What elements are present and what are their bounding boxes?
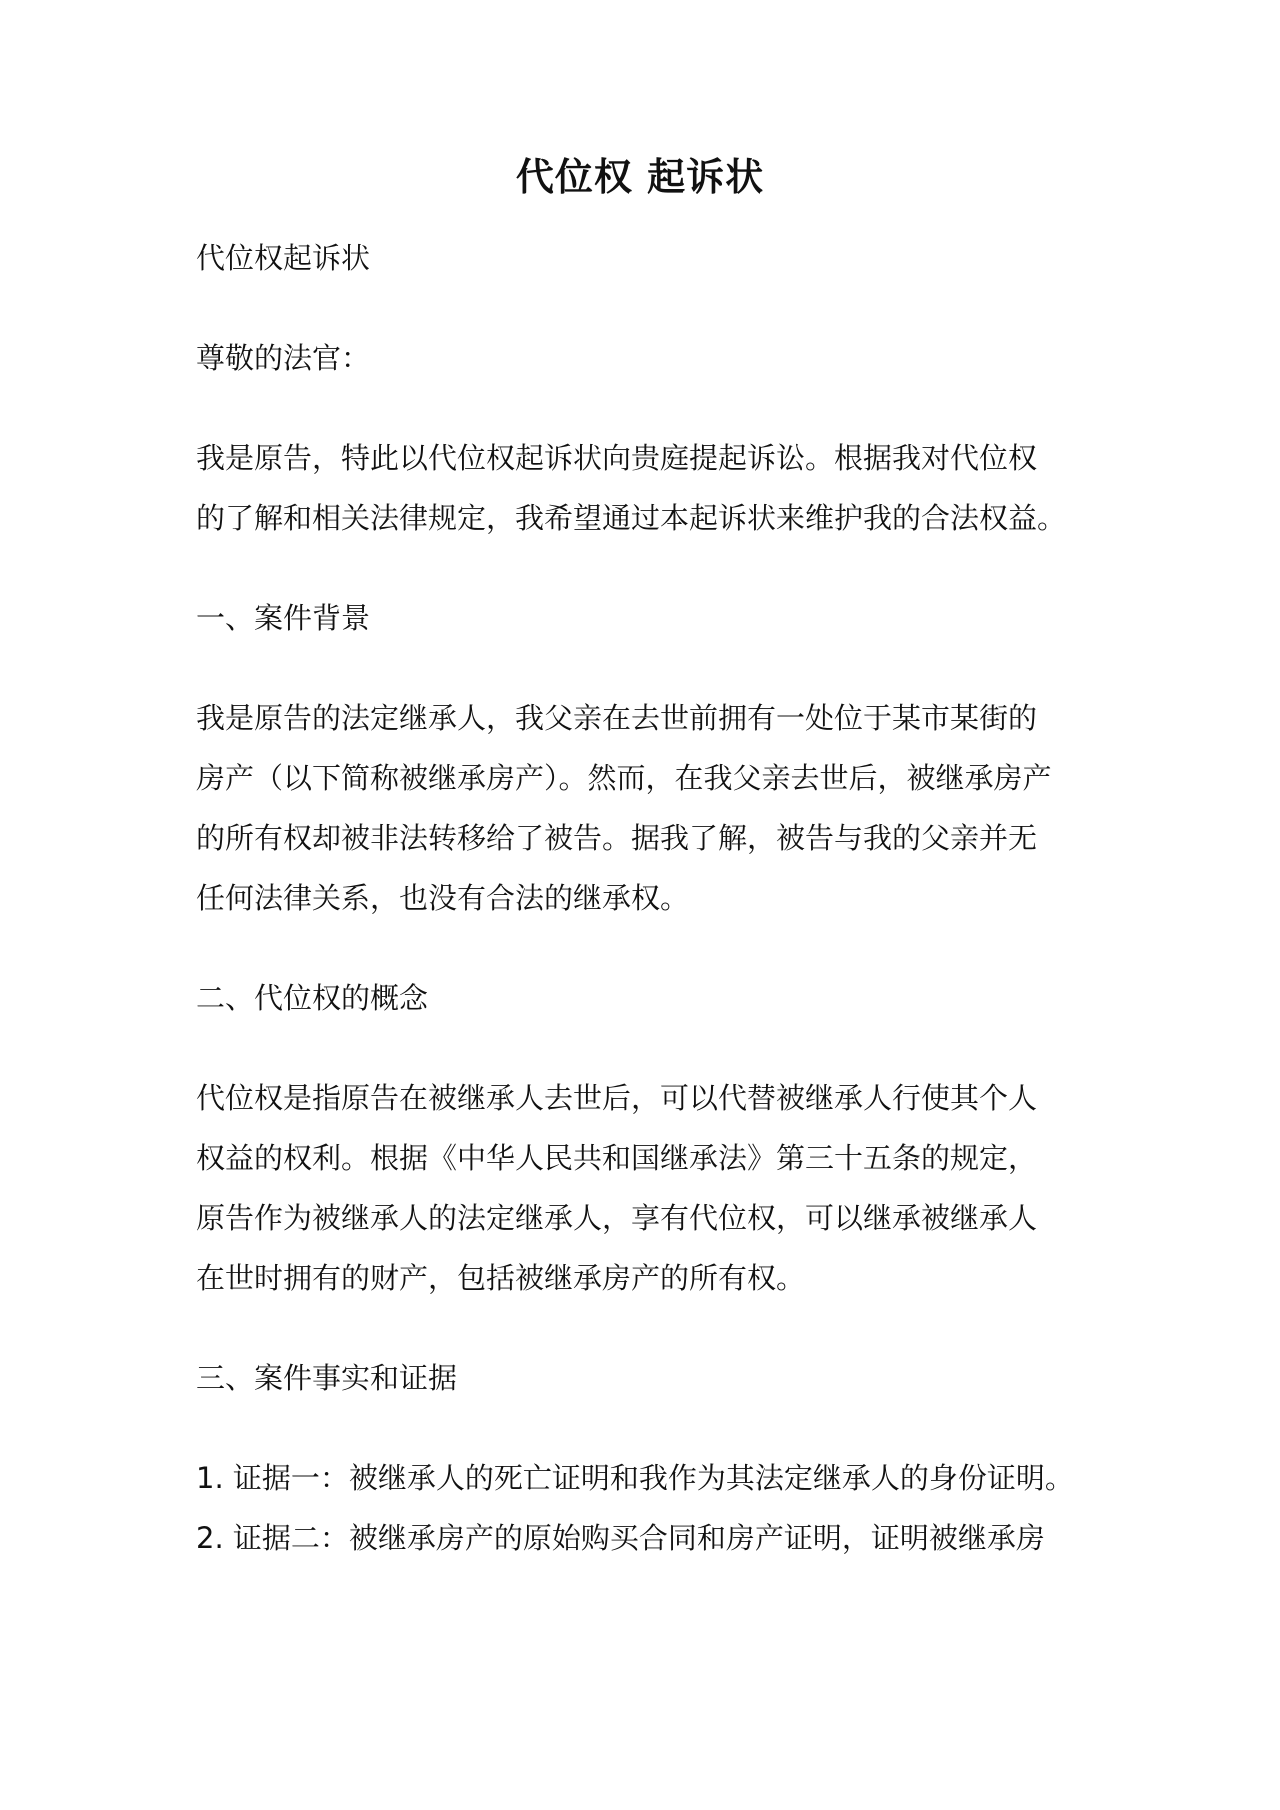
document-body [196,228,1096,1568]
paragraph-line: 的所有权却被非法转移给了被告。据我了解，被告与我的父亲并无 [196,821,1038,855]
salutation: 尊敬的法官： [196,341,371,375]
paragraph-line: 权益的权利。根据《中华人民共和国继承法》第三十五条的规定， [196,1141,1038,1175]
section-paragraph [196,688,1096,928]
section-paragraph [196,1068,1096,1308]
document-title: 代位权 起诉状 [515,155,765,199]
section-heading: 二、代位权的概念 [196,981,429,1015]
subtitle: 代位权起诉状 [196,241,371,275]
list-item: 2. 证据二：被继承房产的原始购买合同和房产证明，证明被继承房 [196,1521,1045,1555]
section-heading: 三、案件事实和证据 [196,1361,458,1395]
paragraph-line: 我是原告的法定继承人，我父亲在去世前拥有一处位于某市某街的 [196,701,1038,735]
paragraph-line: 原告作为被继承人的法定继承人，享有代位权，可以继承被继承人 [196,1201,1038,1235]
paragraph-line: 在世时拥有的财产，包括被继承房产的所有权。 [196,1261,806,1295]
paragraph-line: 房产（以下简称被继承房产）。然而，在我父亲去世后，被继承房产 [196,761,1052,795]
intro-line: 的了解和相关法律规定，我希望通过本起诉状来维护我的合法权益。 [196,501,1067,535]
intro-paragraph [196,428,1096,548]
section-heading: 一、案件背景 [196,601,371,635]
list-item: 1. 证据一：被继承人的死亡证明和我作为其法定继承人的身份证明。 [196,1461,1074,1495]
paragraph-line: 任何法律关系，也没有合法的继承权。 [196,881,690,915]
intro-line: 我是原告，特此以代位权起诉状向贵庭提起诉讼。根据我对代位权 [196,441,1038,475]
paragraph-line: 代位权是指原告在被继承人去世后，可以代替被继承人行使其个人 [196,1081,1038,1115]
evidence-list [196,1448,1096,1568]
